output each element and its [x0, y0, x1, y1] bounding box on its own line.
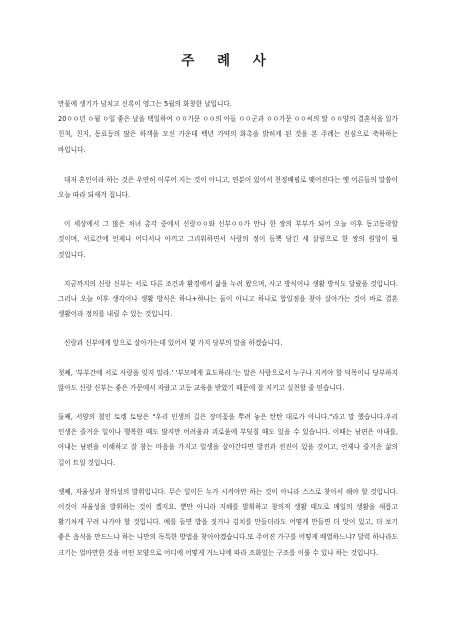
document-title: 주 례 사 — [181, 53, 275, 69]
paragraph-couple: 이 세상에서 그 많은 처녀 총각 중에서 신랑ㅇㅇ와 신부ㅇㅇ가 만나 한 쌍의 부부가 되어 오늘 이후 동고동락할 것이며, 서로간에 언제나 어디서나 아끼고 그리워하면서 사랑의 정이 듬뿍 담긴 새 살림으로 한 쌍의 원앙이 될 것입니다. — [58, 220, 398, 259]
paragraph-advice-third: 셋째, 자율성과 창의성의 발휘입니다. 무슨 일이든 누가 시켜야만 하는 것이 아니라 스스로 찾아서 해야 할 것입니다. 이것이 자율성을 발휘하는 것이 겠지요. 뿐만 아니라 지혜를 발휘하고 창의적 생활 태도로 매일의 생활을 새롭고 활기차게 꾸려 나가야 할 것입니다. 예를 들면 밥을 짓거나 김치를 만들더라도 어떻게 만들면 더 맛이 있고, 더 보기 좋은 음식을 만드느냐 하는 나만의 독특한 방법을 찾아야겠습니다.또 주어진 가구를 어떻게 배열하느냐? 달력 하나라도 크기는 얼마만한 것을 어떤 모양으로 어디에 어떻게 거느냐에 따라 조화있는 구조를 이룰 수 있나 하는 것입니다. — [58, 487, 398, 557]
paragraph-union: 지금까지의 신랑 신부는 서로 다른 조건과 환경에서 삶을 누려 왔으며, 사고 방식이나 생활 방식도 달랐을 것입니다. 그러나 오늘 이후 생각이나 생활 방식은 하나+하나는 둘이 아니고 하나로 합일점을 찾아 살아가는 것이 바로 결혼 생활이라 정의를 내릴 수 있는 것입니다. — [58, 279, 398, 319]
paragraph-advice-second: 둘째, 서양의 철인 토렝 토탕은 "우리 인생의 길은 장미꽃을 뿌려 놓은 탄탄 대로가 아니다."라고 말 했습니다.우리 인생은 즐거운 일이나 행복한 때도 많지만 어려움과 괴로움에 부딪칠 때도 있을 수 있습니다. 이때는 남편은 아내를, 아내는 남편을 이해하고 잘 참는 마음을 가지고 일생을 살아간다면 발전과 전진이 있을 것이고, 언제나 즐거운 삶의 길이 트일 것입니다. — [58, 413, 398, 467]
paragraph-ceremony: 20ㅇㅇ년 ㅇ월 ㅇ일 좋은 날을 택일하여 ㅇㅇ가문 ㅇㅇ의 아들 ㅇㅇ군과 ㅇㅇ가문 ㅇㅇ씨의 딸 ㅇㅇ양의 결혼식을 일가 친척, 친지, 동료등의 많은 하객을 모신 가운데 백년 가약의 화촉을 밝히게 된 것을 본 주례는 진심으로 축하하는 바입니다. — [58, 115, 398, 154]
paragraph-opening: 만물에 생기가 넘치고 신록이 영그는 5월의 화창한 날입니다. — [58, 100, 232, 108]
paragraph-fate: 대저 혼인이라 하는 것은 우연히 이루어 지는 것이 아니고, 연분이 있어서 천정배필로 맺어진다는 옛 어른들의 말씀이 오늘 따라 되새겨 집니다. — [58, 175, 398, 200]
paragraph-advice-intro: 신랑과 신부에게 앞으로 살아가는데 있어서 몇 가지 당부의 말을 하겠습니다. — [64, 339, 283, 348]
paragraph-advice-first: 첫째, '부부간에 서로 사랑을 잊지 말라.' '부모에게 효도하라.'는 말은 사람으로서 누구나 지켜야 할 덕목이니 당부하지 않아도 신랑 신부는 좋은 가문에서 자랐고 고등 교육을 받았기 때문에 잘 지키고 실천할 줄 믿습니다. — [58, 368, 398, 392]
document-body — [58, 97, 398, 561]
